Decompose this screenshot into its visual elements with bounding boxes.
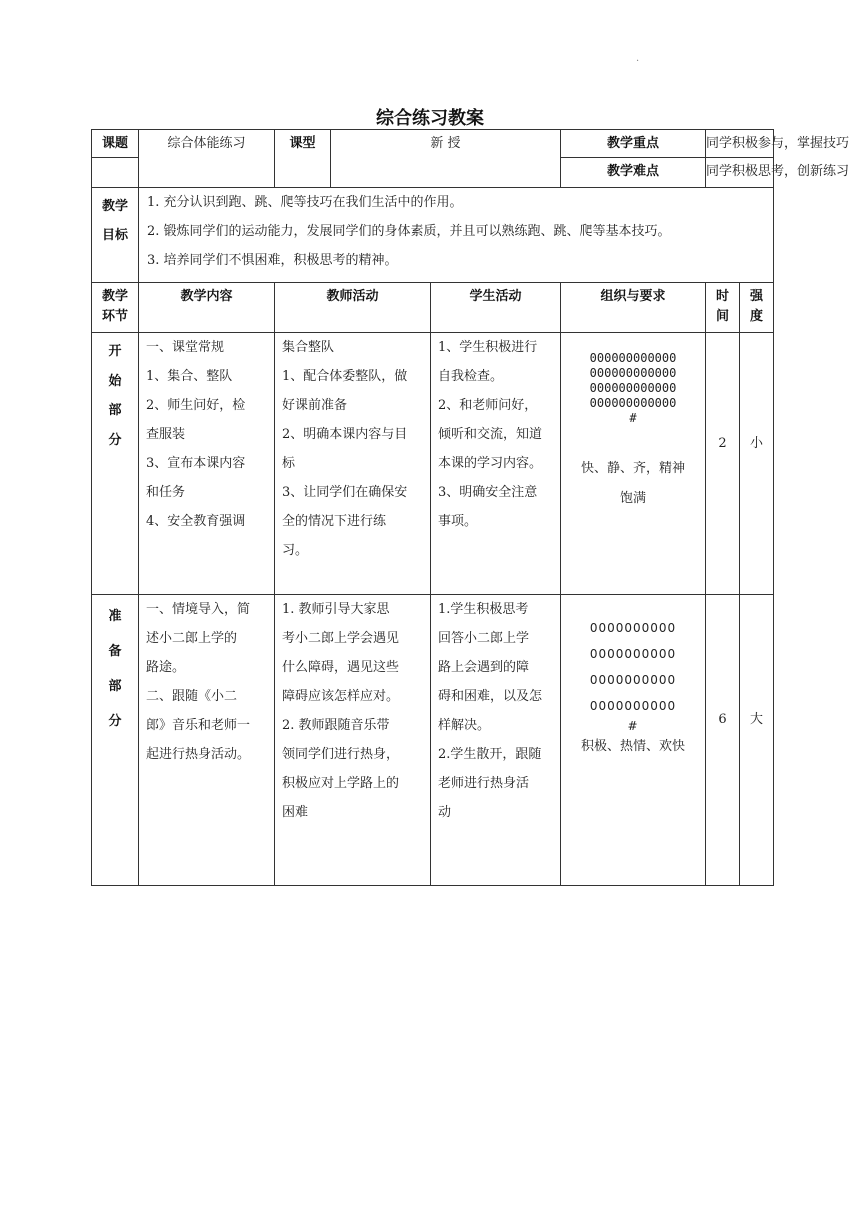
header-row-1	[92, 130, 774, 158]
student-line: 回答小二郎上学	[438, 631, 530, 646]
formation-row: 000000000000	[589, 381, 677, 395]
student-line: 老师进行热身活	[438, 776, 530, 791]
goal-item: 1. 充分认识到跑、跳、爬等技巧在我们生活中的作用。	[147, 195, 463, 210]
stage-char: 准	[108, 609, 122, 624]
columns-header-row	[92, 283, 774, 333]
student-line: 1.学生积极思考	[438, 602, 529, 617]
teacher-prep	[275, 595, 431, 886]
teacher-line: 标	[282, 456, 296, 471]
content-prep	[139, 595, 275, 886]
col-time-2: 间	[715, 309, 729, 324]
stage-char: 部	[108, 679, 122, 694]
teacher-line: 全的情况下进行练	[282, 514, 387, 529]
formation-row: 000000000000	[589, 351, 677, 365]
type-label: 课型	[275, 130, 331, 187]
stage-start	[92, 333, 139, 595]
type-value: 新 授	[430, 136, 461, 151]
teacher-line: 好课前准备	[282, 398, 348, 413]
teacher-position-mark: #	[629, 411, 637, 425]
organization-start	[561, 333, 706, 595]
requirement-start: 快、静、齐，精神饱满	[580, 461, 685, 506]
content-line: 一、课堂常规	[146, 340, 225, 355]
col-time	[706, 283, 740, 333]
col-intensity-2: 度	[750, 309, 764, 324]
col-stage	[92, 283, 139, 333]
content-line: 和任务	[146, 485, 186, 500]
content-line: 4、安全教育强调	[146, 514, 246, 529]
content-line: 1、集合、整队	[146, 369, 233, 384]
col-content: 教学内容	[139, 283, 275, 333]
corner-mark: ·	[636, 56, 640, 67]
stage-prep	[92, 595, 139, 886]
content-line: 一、情境导入，简	[146, 602, 251, 617]
content-line: 述小二郎上学的	[146, 631, 238, 646]
teacher-start	[275, 333, 431, 595]
teacher-line: 积极应对上学路上的	[282, 776, 400, 791]
student-line: 路上会遇到的障	[438, 660, 530, 675]
page-title: 综合练习教案	[376, 108, 484, 129]
focus-value	[706, 130, 850, 158]
difficulty-label: 教学难点	[561, 158, 706, 188]
student-line: 倾听和交流，知道	[438, 427, 543, 442]
teacher-line: 领同学们进行热身，	[282, 747, 400, 762]
student-line: 事项。	[438, 514, 478, 529]
organization-prep	[561, 595, 706, 886]
lesson-plan-table	[91, 129, 850, 886]
teacher-line: 3、让同学们在确保安	[282, 485, 408, 500]
teacher-line: 障碍应该怎样应对。	[282, 689, 400, 704]
content-line: 2、师生问好，检	[146, 398, 246, 413]
student-line: 2.学生散开，跟随	[438, 747, 542, 762]
col-intensity	[740, 283, 774, 333]
teacher-line: 考小二郎上学会遇见	[282, 631, 400, 646]
col-organization: 组织与要求	[561, 283, 706, 333]
requirement-prep: 积极、热情、欢快	[580, 739, 685, 754]
teacher-line: 习。	[282, 543, 309, 558]
formation-row: 000000000000	[589, 366, 677, 380]
stage-char: 分	[108, 714, 122, 729]
col-intensity-1: 强	[750, 289, 764, 304]
formation-diagram	[561, 351, 705, 426]
stage-char: 部	[108, 403, 122, 418]
content-line: 二、跟随《小二	[146, 689, 238, 704]
goal-item: 2. 锻炼同学们的运动能力，发展同学们的身体素质，并且可以熟练跑、跳、爬等基本技巧。	[147, 224, 671, 239]
col-teacher: 教师活动	[275, 283, 431, 333]
section-start-row	[92, 333, 774, 595]
difficulty-value	[706, 158, 850, 188]
student-start	[431, 333, 561, 595]
content-line: 起进行热身活动。	[146, 747, 251, 762]
student-prep	[431, 595, 561, 886]
student-line: 样解决。	[438, 718, 491, 733]
formation-row: 0000000000	[589, 673, 677, 687]
col-student: 学生活动	[431, 283, 561, 333]
goals-label	[92, 188, 139, 283]
student-line: 3、明确安全注意	[438, 485, 538, 500]
goals-label-2: 目标	[101, 228, 128, 243]
focus-value-text: 同学积极参与，掌握技巧	[706, 136, 850, 151]
formation-row: 0000000000	[589, 647, 677, 661]
stage-char: 开	[108, 344, 122, 359]
formation-row: 0000000000	[589, 621, 677, 635]
student-line: 动	[438, 805, 452, 820]
stage-char: 备	[108, 644, 122, 659]
content-line: 路途。	[146, 660, 186, 675]
student-line: 碍和困难，以及怎	[438, 689, 543, 704]
type-subtable	[275, 130, 560, 187]
goals-list	[139, 188, 774, 283]
teacher-line: 2、明确本课内容与目	[282, 427, 408, 442]
intensity-prep: 大	[740, 595, 774, 886]
intensity-start: 小	[740, 333, 774, 595]
focus-label: 教学重点	[561, 130, 706, 158]
time-start: 2	[706, 333, 740, 595]
teacher-line: 困难	[282, 805, 309, 820]
goals-label-1: 教学	[101, 199, 128, 214]
stage-char: 始	[108, 373, 122, 389]
col-time-1: 时	[715, 289, 729, 304]
content-start	[139, 333, 275, 595]
teacher-position-mark: #	[627, 719, 639, 733]
teacher-line: 什么障碍，遇见这些	[282, 660, 400, 675]
content-line: 3、宣布本课内容	[146, 456, 246, 471]
teacher-line: 集合整队	[282, 340, 335, 355]
formation-diagram	[561, 615, 705, 733]
student-line: 自我检查。	[438, 369, 504, 384]
content-line: 查服装	[146, 427, 186, 442]
content-line: 郎》音乐和老师一	[146, 718, 251, 733]
topic-label: 课题	[92, 130, 139, 158]
student-line: 2、和老师问好，	[438, 398, 538, 413]
stage-char: 分	[108, 432, 122, 448]
col-stage-2: 环节	[101, 309, 128, 324]
time-prep: 6	[706, 595, 740, 886]
formation-row: 000000000000	[589, 396, 677, 410]
section-prep-row	[92, 595, 774, 886]
topic-label-cell-empty	[92, 158, 139, 188]
student-line: 1、学生积极进行	[438, 340, 538, 355]
difficulty-value-text: 同学积极思考，创新练习	[706, 164, 850, 180]
student-line: 本课的学习内容。	[438, 456, 543, 471]
teacher-line: 1. 教师引导大家思	[282, 602, 390, 617]
topic-value: 综合体能练习	[139, 130, 275, 188]
teacher-line: 1、配合体委整队，做	[282, 369, 408, 384]
col-stage-1: 教学	[101, 289, 128, 304]
teacher-line: 2. 教师跟随音乐带	[282, 718, 390, 733]
goal-item: 3. 培养同学们不惧困难，积极思考的精神。	[147, 253, 398, 268]
formation-row: 0000000000	[589, 699, 677, 713]
goals-row	[92, 188, 774, 283]
